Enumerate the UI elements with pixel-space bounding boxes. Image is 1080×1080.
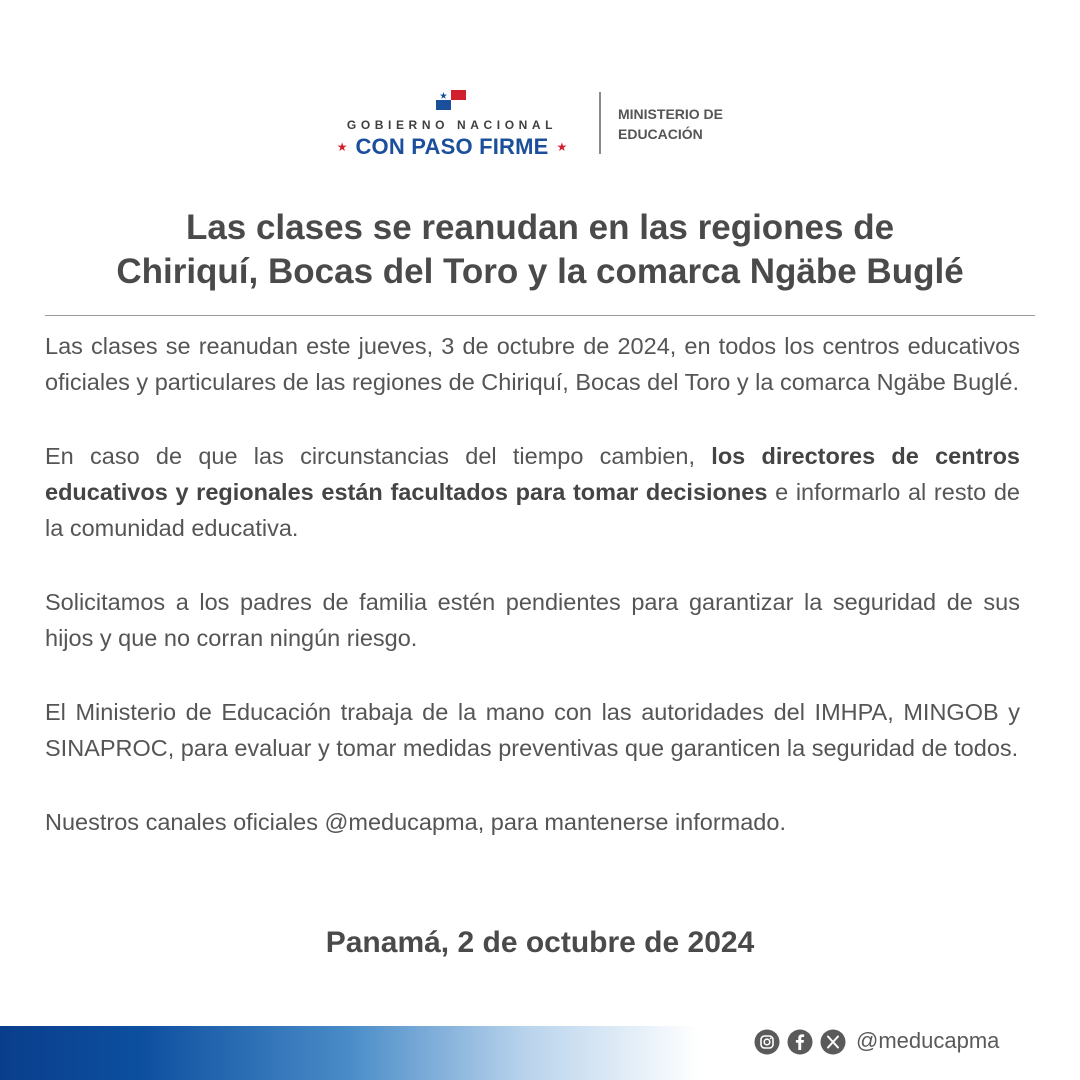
header-divider [599,92,601,154]
slogan [318,134,586,160]
facebook-icon[interactable] [787,1029,813,1055]
star-icon: ★ [336,140,348,154]
government-logo [318,86,586,166]
star-icon: ★ [556,140,568,154]
footer-gradient-bar [0,1026,700,1080]
paragraph-channels: Nuestros canales oficiales @meducapma, para mantenerse informado. [45,809,786,835]
paragraph-parents: Solicitamos a los padres de familia estén pendientes para garantizar la seguridad de sus hijos y que no corran ningún riesgo. [45,589,1020,651]
title-line-2: Chiriquí, Bocas del Toro y la comarca Ngäbe Buglé [116,252,964,291]
ministry-line-2: EDUCACIÓN [618,126,703,142]
header [0,86,1080,166]
government-line: GOBIERNO NACIONAL [346,118,558,132]
paragraph-2-end: e informarlo al resto de la comunidad educativa. [45,479,1020,541]
title-line-1: Las clases se reanudan en las regiones de [185,208,895,247]
ministry-line-1: MINISTERIO DE [618,106,724,122]
paragraph-2-intro: En caso de que las circunstancias del tiempo cambien, [45,443,712,469]
announcement-body [45,328,1020,878]
paragraph-resume-date: Las clases se reanudan este jueves, 3 de octubre de 2024, en todos los centros educativos oficiales y particulares de las regiones de Chiriquí, Bocas del Toro y la comarca Ngäbe Buglé. [45,333,1020,395]
paragraph-authorities: El Ministerio de Educación trabaja de la mano con las autoridades del IMHPA, MINGOB y SINAPROC, para evaluar y tomar medidas preventivas que garanticen la seguridad de todos. [45,699,1020,761]
date-line: Panamá, 2 de octubre de 2024 [325,926,755,959]
slogan-text: CON PASO FIRME [355,134,549,159]
paragraph-weather-changes [45,438,1020,546]
page-title [40,206,1040,294]
panama-flag-icon [436,90,466,110]
ministry-name [618,104,723,144]
social-handle[interactable]: @meducapma [856,1028,1000,1053]
title-divider [45,315,1035,316]
instagram-icon[interactable] [754,1029,780,1055]
paragraph-2-emphasis: los directores de centros educativos y regionales están facultados para tomar decisiones [45,443,1020,505]
x-icon[interactable] [820,1029,846,1055]
